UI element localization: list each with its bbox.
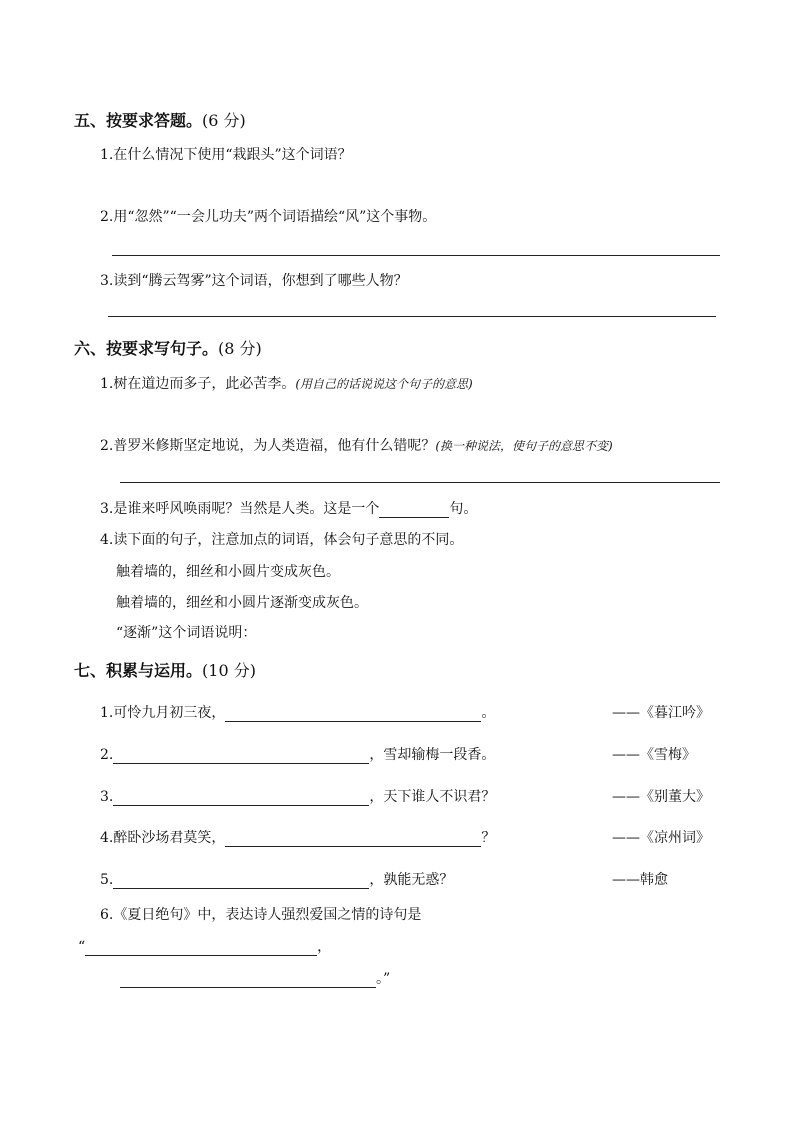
s6-q2-text: 2.普罗米修斯坚定地说，为人类造福，他有什么错呢？ xyxy=(100,438,436,454)
s7-q6-blank-2[interactable] xyxy=(120,971,376,988)
s7-item-4 xyxy=(100,827,495,847)
section-6-title: 六、按要求写句子。 xyxy=(74,339,219,358)
section-7-title: 七、积累与运用。 xyxy=(74,661,203,680)
s7-q6-open-quote: “ xyxy=(78,939,86,955)
s7-item-1-before: 1.可怜九月初三夜， xyxy=(100,705,226,721)
section-7-points: (10 分) xyxy=(202,661,256,680)
s7-item-2-after: ，雪却输梅一段香。 xyxy=(369,747,496,763)
s5-q2-answer-line[interactable] xyxy=(112,255,720,256)
s7-item-4-source: ——《凉州词》 xyxy=(612,830,710,846)
section-7-heading xyxy=(74,658,256,681)
s6-question-4: 4.读下面的句子，注意加点的词语，体会句子意思的不同。 xyxy=(100,532,464,548)
s7-item-4-blank[interactable] xyxy=(225,830,481,847)
s7-item-5-after: ，孰能无惑？ xyxy=(369,872,454,888)
s6-q3-after: 句。 xyxy=(449,501,478,517)
s7-item-2-blank[interactable] xyxy=(113,747,369,764)
s6-question-1 xyxy=(100,373,473,393)
s7-item-4-after: ？ xyxy=(481,830,496,846)
s7-item-4-before: 4.醉卧沙场君莫笑， xyxy=(100,830,226,846)
s7-item-2 xyxy=(100,744,495,764)
section-5-title: 五、按要求答题。 xyxy=(74,111,203,130)
s7-item-3-after: ，天下谁人不识君？ xyxy=(369,789,496,805)
s7-item-5-source: ——韩愈 xyxy=(612,872,668,888)
s7-q6-line-2 xyxy=(120,968,390,988)
s6-q4-sentence-1: 触着墙的，细丝和小圆片变成灰色。 xyxy=(116,564,340,580)
s6-q2-note: (换一种说法，使句子的意思不变) xyxy=(435,439,613,453)
section-5-points: (6 分) xyxy=(202,111,246,130)
s7-item-3 xyxy=(100,786,495,806)
s6-q2-answer-line[interactable] xyxy=(120,482,720,483)
s7-q6-comma: ， xyxy=(317,939,332,955)
s7-question-6: 6.《夏日绝句》中，表达诗人强烈爱国之情的诗句是 xyxy=(100,907,422,923)
s6-q1-note: (用自己的话说说这个句子的意思) xyxy=(295,377,473,391)
s7-item-2-before: 2. xyxy=(100,747,114,763)
s5-question-2: 2.用“忽然”“一会儿功夫”两个词语描绘“风”这个事物。 xyxy=(100,209,437,225)
s7-item-3-before: 3. xyxy=(100,789,114,805)
s6-question-2 xyxy=(100,435,613,455)
s7-item-1-blank[interactable] xyxy=(225,705,481,722)
section-6-points: (8 分) xyxy=(218,339,262,358)
s7-item-5 xyxy=(100,869,453,889)
s7-item-3-source: ——《别董大》 xyxy=(612,789,710,805)
s6-q3-blank[interactable] xyxy=(379,501,449,518)
s7-q6-blank-1[interactable] xyxy=(85,939,317,956)
s7-item-5-blank[interactable] xyxy=(113,872,369,889)
s6-q4-sentence-2: 触着墙的，细丝和小圆片逐渐变成灰色。 xyxy=(116,595,368,611)
s6-q3-before: 3.是谁来呼风唤雨呢？当然是人类。这是一个 xyxy=(100,501,380,517)
s6-question-3 xyxy=(100,498,477,518)
s5-question-3: 3.读到“腾云驾雾”这个词语，你想到了哪些人物？ xyxy=(100,273,408,289)
s5-q3-answer-line[interactable] xyxy=(108,316,716,317)
s7-item-1-source: ——《暮江吟》 xyxy=(612,705,710,721)
s7-q6-line-1 xyxy=(78,936,331,956)
s7-item-1-after: 。 xyxy=(481,705,496,721)
s6-q1-text: 1.树在道边而多子，此必苦李。 xyxy=(100,376,296,392)
s7-item-1 xyxy=(100,702,495,722)
s7-item-3-blank[interactable] xyxy=(113,789,369,806)
section-6-heading xyxy=(74,336,262,359)
s5-question-1: 1.在什么情况下使用“栽跟头”这个词语？ xyxy=(100,147,352,163)
s7-item-2-source: ——《雪梅》 xyxy=(612,747,696,763)
section-5-heading xyxy=(74,108,246,131)
s7-item-5-before: 5. xyxy=(100,872,114,888)
s7-q6-close: 。” xyxy=(376,971,391,987)
s6-q4-prompt: “逐渐”这个词语说明： xyxy=(116,625,257,641)
